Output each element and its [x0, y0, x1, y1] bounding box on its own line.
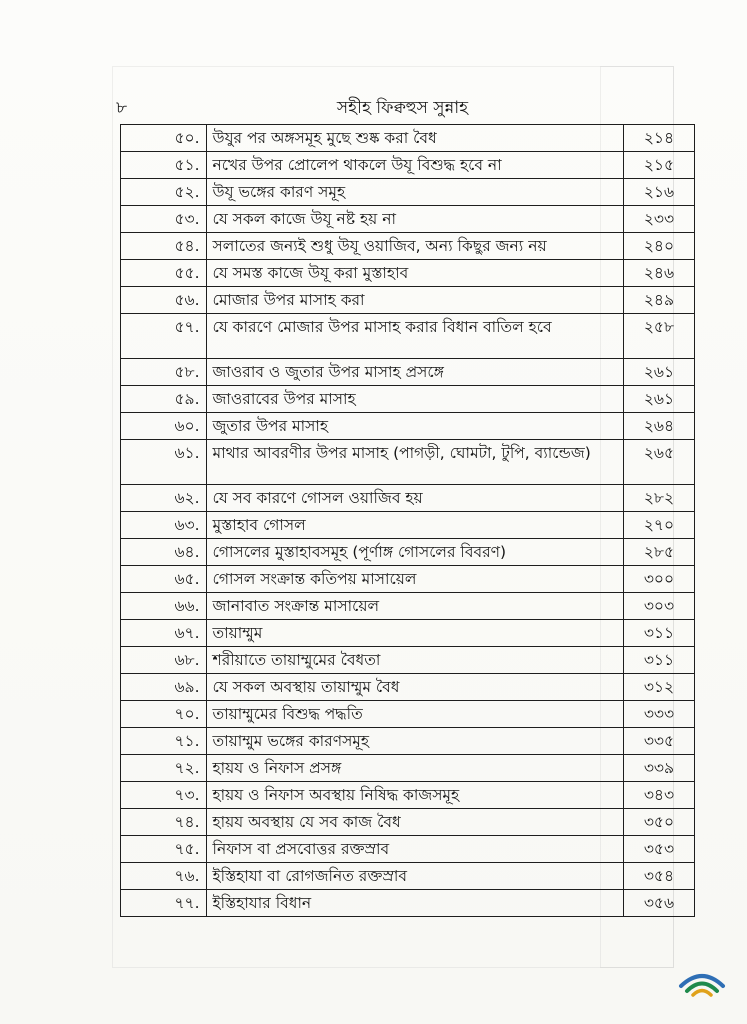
entry-page: ৩০৩ [623, 593, 694, 620]
entry-number: ৫৩. [121, 206, 207, 233]
entry-page: ২৬৪ [623, 413, 694, 440]
entry-number: ৭৪. [121, 809, 207, 836]
table-row [121, 485, 695, 512]
entry-topic: জুতার উপর মাসাহ [206, 413, 623, 440]
entry-topic: ইস্তিহাযা বা রোগজনিত রক্তস্রাব [206, 863, 623, 890]
entry-topic: মুস্তাহাব গোসল [206, 512, 623, 539]
entry-page: ২১৪ [623, 125, 694, 152]
table-row [121, 701, 695, 728]
entry-topic: যে কারণে মোজার উপর মাসাহ করার বিধান বাতিল হবে [206, 314, 623, 359]
entry-number: ৬৭. [121, 620, 207, 647]
entry-page: ৩৫৬ [623, 890, 694, 917]
entry-topic: মোজার উপর মাসাহ করা [206, 287, 623, 314]
table-row [121, 755, 695, 782]
entry-number: ৬৮. [121, 647, 207, 674]
table-row [121, 647, 695, 674]
entry-number: ৭৬. [121, 863, 207, 890]
entry-page: ৩৫৪ [623, 863, 694, 890]
entry-topic: উযূ ভঙ্গের কারণ সমূহ [206, 179, 623, 206]
table-row [121, 386, 695, 413]
entry-number: ৫৭. [121, 314, 207, 359]
entry-page: ৩৪৩ [623, 782, 694, 809]
entry-page: ৩০০ [623, 566, 694, 593]
entry-number: ৫২. [121, 179, 207, 206]
entry-page: ২১৬ [623, 179, 694, 206]
entry-number: ৫৬. [121, 287, 207, 314]
table-row [121, 287, 695, 314]
entry-page: ৩৩৯ [623, 755, 694, 782]
entry-number: ৫১. [121, 152, 207, 179]
entry-number: ৬৫. [121, 566, 207, 593]
entry-number: ৬১. [121, 440, 207, 485]
entry-page: ৩৩৫ [623, 728, 694, 755]
entry-topic: গোসল সংক্রান্ত কতিপয় মাসায়েল [206, 566, 623, 593]
entry-page: ৩১২ [623, 674, 694, 701]
entry-page: ২৬৫ [623, 440, 694, 485]
entry-page: ৩১১ [623, 647, 694, 674]
entry-page: ২৮২ [623, 485, 694, 512]
entry-topic: হায়য ও নিফাস প্রসঙ্গ [206, 755, 623, 782]
logo-yellow-arc [693, 991, 711, 996]
entry-page: ৩৫৩ [623, 836, 694, 863]
page-header [110, 95, 695, 125]
table-row [121, 260, 695, 287]
entry-number: ৭০. [121, 701, 207, 728]
entry-topic: তায়াম্মুম ভঙ্গের কারণসমূহ [206, 728, 623, 755]
entry-number: ৬৯. [121, 674, 207, 701]
entry-number: ৬৬. [121, 593, 207, 620]
entry-number: ৬৪. [121, 539, 207, 566]
entry-page: ২৬১ [623, 386, 694, 413]
entry-number: ৬০. [121, 413, 207, 440]
entry-number: ৭১. [121, 728, 207, 755]
entry-topic: নিফাস বা প্রসবোত্তর রক্তস্রাব [206, 836, 623, 863]
entry-number: ৫৯. [121, 386, 207, 413]
entry-number: ৭৭. [121, 890, 207, 917]
table-row [121, 314, 695, 359]
table-row [121, 413, 695, 440]
entry-number: ৫৮. [121, 359, 207, 386]
entry-page: ২৪০ [623, 233, 694, 260]
entry-page: ২৪৯ [623, 287, 694, 314]
running-title: সহীহ ফিক্বহুস সুন্নাহ [336, 98, 469, 118]
entry-topic: হায়য ও নিফাস অবস্থায় নিষিদ্ধ কাজসমূহ [206, 782, 623, 809]
table-row [121, 593, 695, 620]
entry-number: ৫৪. [121, 233, 207, 260]
table-row [121, 152, 695, 179]
entry-topic: হায়য অবস্থায় যে সব কাজ বৈধ [206, 809, 623, 836]
entry-topic: সলাতের জন্যই শুধু উযূ ওয়াজিব, অন্য কিছুর জন্য নয় [206, 233, 623, 260]
table-row [121, 233, 695, 260]
entry-topic: যে সব কারণে গোসল ওয়াজিব হয় [206, 485, 623, 512]
entry-topic: তায়াম্মুম [206, 620, 623, 647]
table-row [121, 674, 695, 701]
entry-page: ২১৫ [623, 152, 694, 179]
table-row [121, 359, 695, 386]
page-number: ৮ [116, 98, 128, 118]
entry-number: ৫০. [121, 125, 207, 152]
entry-topic: যে সমস্ত কাজে উযূ করা মুস্তাহাব [206, 260, 623, 287]
entry-page: ৩৩৩ [623, 701, 694, 728]
entry-topic: উযুর পর অঙ্গসমূহ মুছে শুষ্ক করা বৈধ [206, 125, 623, 152]
entry-topic: জাওরাবের উপর মাসাহ [206, 386, 623, 413]
entry-number: ৭৩. [121, 782, 207, 809]
entry-page: ৩৫০ [623, 809, 694, 836]
table-row [121, 179, 695, 206]
entry-number: ৬৩. [121, 512, 207, 539]
entry-topic: যে সকল অবস্থায় তায়াম্মুম বৈধ [206, 674, 623, 701]
entry-topic: ইস্তিহাযার বিধান [206, 890, 623, 917]
table-row [121, 863, 695, 890]
table-row [121, 728, 695, 755]
entry-topic: যে সকল কাজে উযূ নষ্ট হয় না [206, 206, 623, 233]
entry-page: ২৪৬ [623, 260, 694, 287]
entry-number: ৫৫. [121, 260, 207, 287]
entry-topic: তায়াম্মুমের বিশুদ্ধ পদ্ধতি [206, 701, 623, 728]
entry-topic: গোসলের মুস্তাহাবসমূহ (পূর্ণাঙ্গ গোসলের বিবরণ) [206, 539, 623, 566]
entry-page: ২৩৩ [623, 206, 694, 233]
entry-page: ২৭০ [623, 512, 694, 539]
table-row [121, 440, 695, 485]
toc-body [121, 125, 695, 917]
entry-topic: শরীয়াতে তায়াম্মুমের বৈধতা [206, 647, 623, 674]
entry-topic: জাওরাব ও জুতার উপর মাসাহ প্রসঙ্গে [206, 359, 623, 386]
publisher-logo-icon [675, 964, 729, 998]
entry-page: ২৬১ [623, 359, 694, 386]
entry-page: ২৫৮ [623, 314, 694, 359]
table-row [121, 809, 695, 836]
entry-number: ৭২. [121, 755, 207, 782]
table-row [121, 125, 695, 152]
table-row [121, 512, 695, 539]
table-row [121, 836, 695, 863]
table-row [121, 206, 695, 233]
table-of-contents [120, 124, 695, 917]
entry-page: ২৮৫ [623, 539, 694, 566]
entry-number: ৬২. [121, 485, 207, 512]
table-row [121, 539, 695, 566]
entry-topic: নখের উপর প্রোলেপ থাকলে উযূ বিশুদ্ধ হবে না [206, 152, 623, 179]
entry-topic: মাথার আবরণীর উপর মাসাহ (পাগড়ী, ঘোমটা, টুপি, ব্যান্ডেজ) [206, 440, 623, 485]
table-row [121, 782, 695, 809]
table-row [121, 566, 695, 593]
entry-number: ৭৫. [121, 836, 207, 863]
entry-topic: জানাবাত সংক্রান্ত মাসায়েল [206, 593, 623, 620]
table-row [121, 620, 695, 647]
table-row [121, 890, 695, 917]
entry-page: ৩১১ [623, 620, 694, 647]
